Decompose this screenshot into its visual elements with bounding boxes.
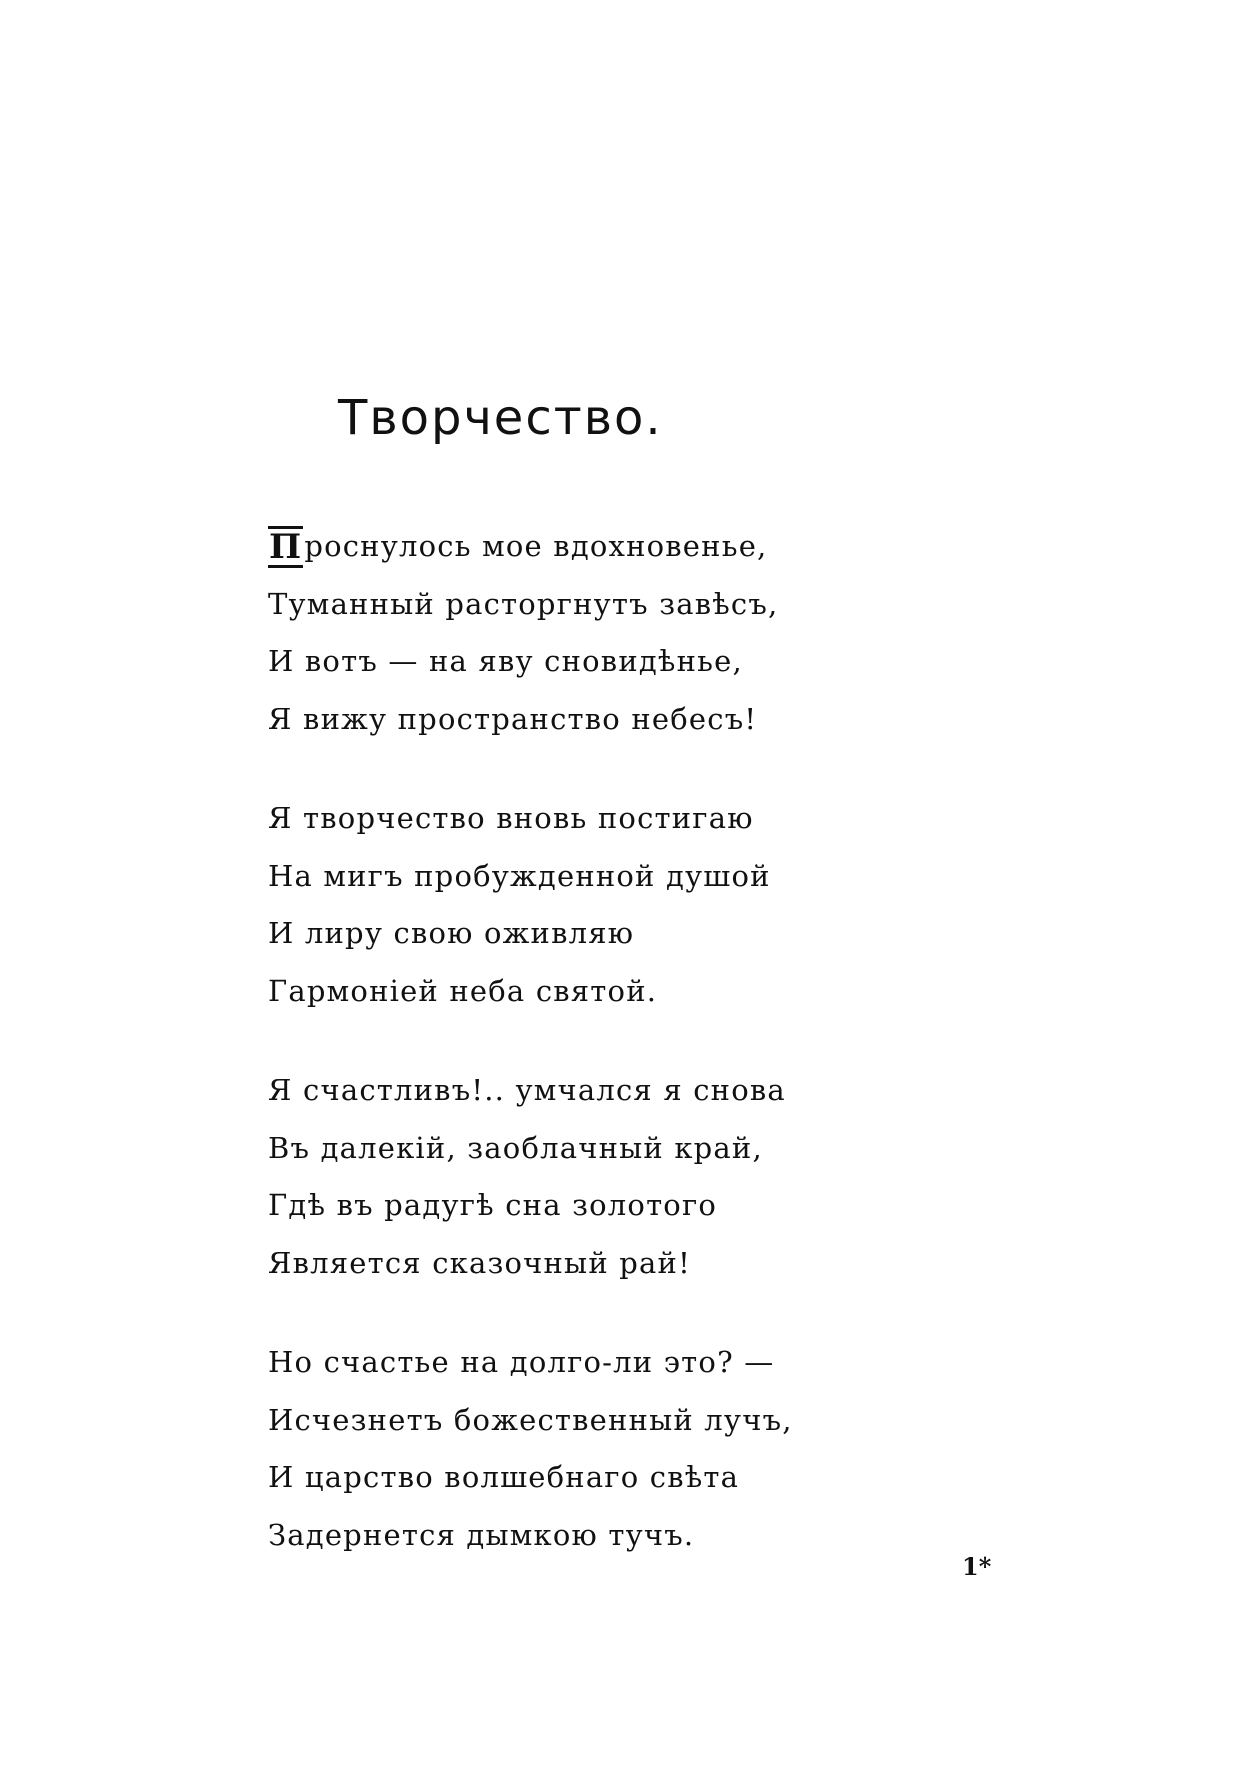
poem-line-text: роснулось мое вдохновенье,	[304, 529, 768, 563]
poem-line: На мигъ пробужденной душой	[268, 858, 771, 893]
poem-line: Туманный расторгнутъ завѣсъ,	[268, 586, 779, 621]
stanza-2	[268, 790, 828, 1020]
poem-line: Я счастливъ!.. умчался я снова	[268, 1073, 786, 1107]
poem-line: Гдѣ въ радугѣ сна золотого	[268, 1188, 718, 1222]
poem-body	[268, 518, 828, 1606]
poem-line: Является сказочный рай!	[268, 1245, 691, 1280]
page-number: 1*	[962, 1552, 992, 1581]
poem-line: Гармоніей неба святой.	[268, 973, 658, 1008]
poem-title: Творчество.	[338, 390, 663, 446]
poem-line: Исчезнетъ божественный лучъ,	[268, 1402, 793, 1437]
poem-line: И лиру свою оживляю	[268, 916, 635, 950]
poem-line: И вотъ — на яву сновидѣнье,	[268, 644, 743, 678]
stanza-3	[268, 1062, 828, 1292]
poem-line: Но счастье на долго-ли это? —	[268, 1345, 775, 1379]
stanza-4	[268, 1334, 828, 1564]
stanza-1	[268, 518, 828, 748]
poem-line: И царство волшебнаго свѣта	[268, 1460, 740, 1494]
poem-line: Я вижу пространство небесъ!	[268, 701, 758, 736]
poem-line: Задернется дымкою тучъ.	[268, 1517, 695, 1552]
poem-line	[268, 518, 828, 576]
poem-line: Я творчество вновь постигаю	[268, 801, 754, 835]
poem-line: Въ далекій, заоблачный край,	[268, 1130, 763, 1165]
drop-cap: П	[269, 527, 303, 567]
